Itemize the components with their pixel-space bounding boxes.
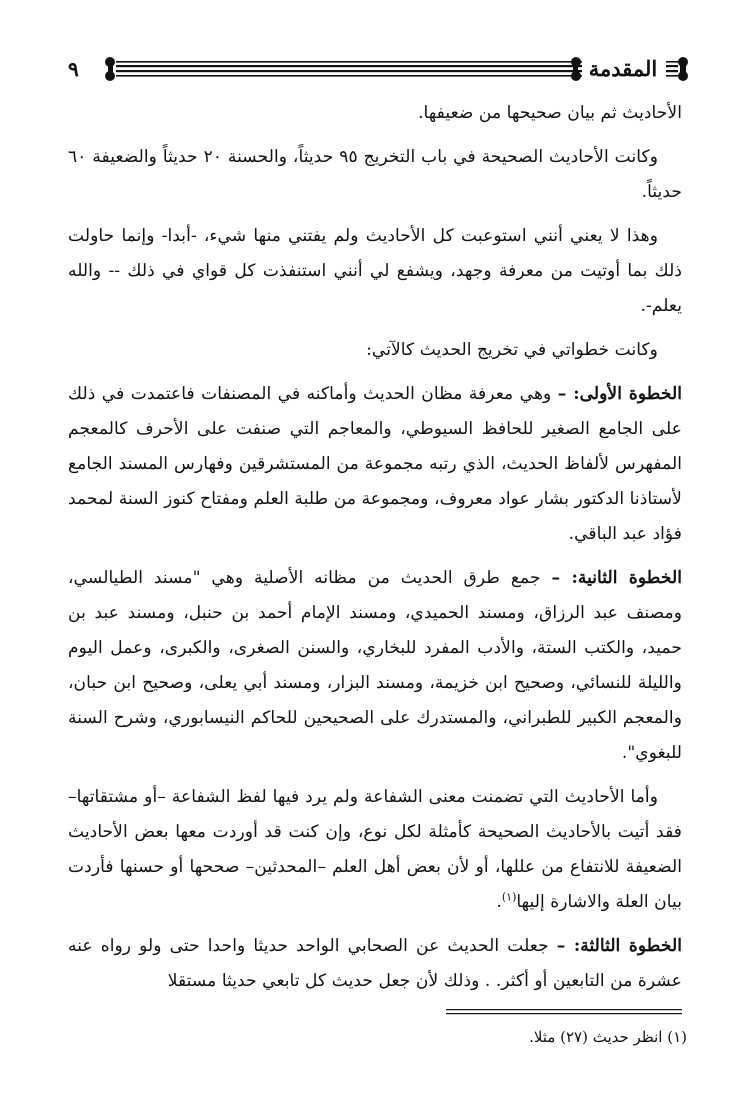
paragraph — [68, 780, 682, 920]
header-ornament-end — [666, 54, 690, 84]
paragraph — [68, 96, 682, 131]
paragraph-text: جمع طرق الحديث من مظانه الأصلية وهي "مسند الطيالسي، ومصنف عبد الرزاق، ومسند الحميدي، ومسند الإمام أحمد بن حنبل، ومسند عبد بن حميد، والكتب الستة، والأدب المفرد للبخاري، والسنن الصغرى، والكبرى، وعمل اليوم والليلة للنسائي، وصحيح ابن خزيمة، ومسند البزار، ومسند أبي يعلى، وصحيح ابن حبان، والمعجم الكبير للطبراني، والمستدرك على الصحيحين للحاكم النيسابوري، وشرح السنة للبغوي". — [68, 568, 682, 763]
paragraph-step-3 — [68, 929, 682, 999]
paragraph-text: وكانت الأحاديث الصحيحة في باب التخريج ٩٥ حديثاً، والحسنة ٢٠ حديثاً والضعيفة ٦٠ حديثاً. — [68, 147, 682, 202]
step-label: الخطوة الأولى: – — [557, 384, 683, 404]
paragraph — [68, 219, 682, 324]
paragraph — [68, 140, 682, 210]
paragraph-text: وهذا لا يعني أنني استوعبت كل الأحاديث ولم يفتني منها شيء، -أبدا- وإنما حاولت ذلك بما أوتيت من معرفة وجهد، ويشفع لي أنني استنفذت كل قواي في ذلك -- والله يعلم-. — [68, 226, 682, 316]
page-body — [68, 96, 682, 1008]
header-ornament-rule — [104, 54, 582, 84]
page-header — [60, 54, 690, 84]
paragraph-text: جعلت الحديث عن الصحابي الواحد حديثا واحدا حتى ولو رواه عنه عشرة من التابعين أو أكثر. . وذلك لأن جعل حديث كل تابعي حديثا مستقلا — [68, 936, 682, 991]
paragraph-step-1 — [68, 377, 682, 552]
paragraph-text: وهي معرفة مظان الحديث وأماكنه في المصنفات فاعتمدت في ذلك على الجامع الصغير للحافظ السيوطي، والمعاجم التي صنفت على الأحرف كالمعجم المفهرس لألفاظ الحديث، الذي رتبه مجموعة من المستشرقين وفهارس المسند الجامع لأستاذنا الدكتور بشار عواد معروف، ومجموعة من طلبة العلم ومفتاح كنوز السنة لمحمد فؤاد عبد الباقي. — [68, 384, 682, 544]
paragraph-step-2 — [68, 561, 682, 771]
footnote: (١) انظر حديث (٢٧) مثلا. — [529, 1028, 687, 1046]
step-label: الخطوة الثانية: – — [551, 568, 682, 588]
chapter-title: المقدمة — [588, 56, 658, 81]
paragraph-text: وأما الأحاديث التي تضمنت معنى الشفاعة ولم يرد فيها لفظ الشفاعة –أو مشتقاتها– فقد أتيت بالأحاديث الصحيحة كأمثلة لكل نوع، وإن كنت قد أوردت معها بعض الأحاديث الضعيفة للانتفاع من عللها، أو لأن بعض أهل العلم –المحدثين– صححها أو حسنها فأردت بيان العلة والاشارة إليها — [68, 787, 682, 912]
paragraph-text: . — [496, 892, 502, 912]
paragraph — [68, 333, 682, 368]
page-number: ٩ — [68, 57, 79, 81]
step-label: الخطوة الثالثة: – — [556, 936, 682, 956]
paragraph-text: الأحاديث ثم بيان صحيحها من ضعيفها. — [418, 103, 682, 123]
footnote-ref[interactable]: (١) — [501, 890, 517, 904]
paragraph-text: وكانت خطواتي في تخريج الحديث كالآتي: — [366, 340, 658, 360]
footnote-separator — [446, 1009, 682, 1015]
